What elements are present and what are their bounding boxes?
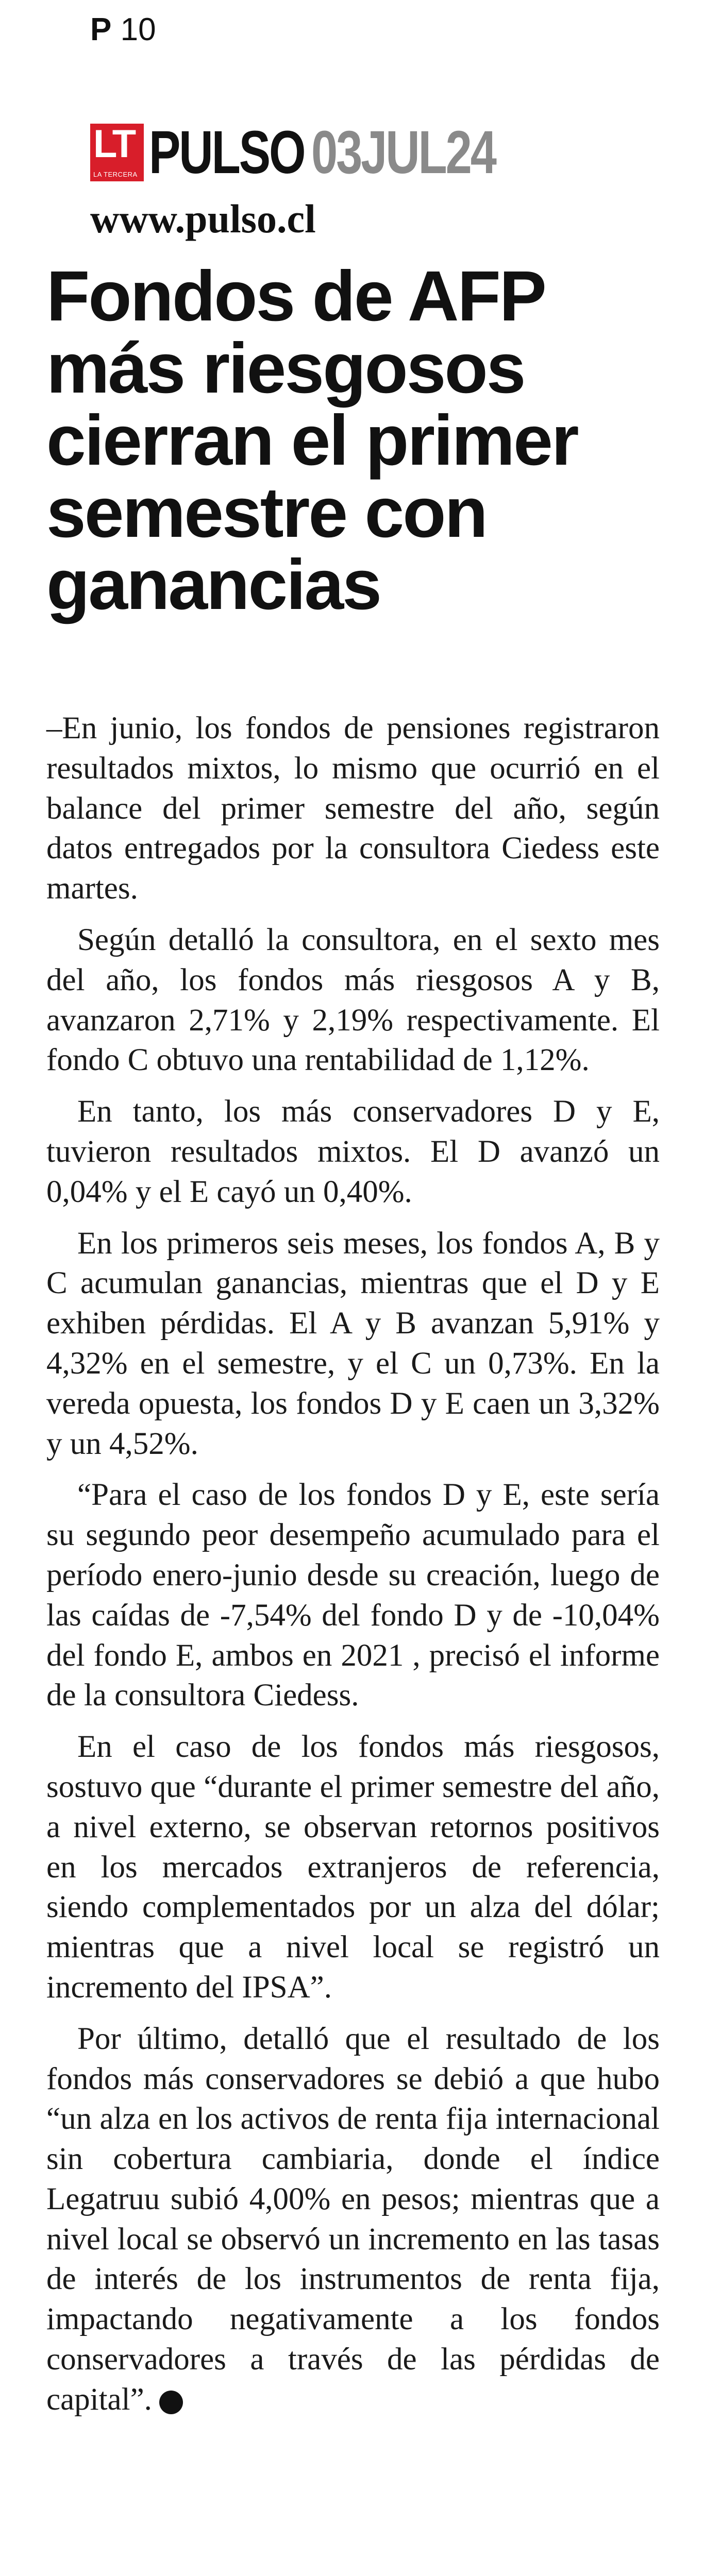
paragraph: –En junio, los fondos de pensiones registraron resultados mixtos, lo mismo que ocurrió en el balance del primer semestre del año, según datos entregados por la consultora Ciedess este martes. — [46, 711, 660, 906]
paragraph: En el caso de los fondos más riesgosos, sostuvo que “durante el primer semestre del año, a nivel externo, se observan retornos positivos en los mercados extranjeros de referencia, siendo complementados por un alza del dólar; mientras que a nivel local se registró un incremento del IPSA”. — [46, 1730, 660, 2005]
paragraph: “Para el caso de los fondos D y E, este sería su segundo peor desempeño acumulado para el período enero-junio desde su creación, luego de las caídas de -7,54% del fondo D y de -10,04% del fondo E, ambos en 2021 , precisó el informe de la consultora Ciedess. — [46, 1478, 660, 1713]
page-number — [90, 11, 156, 48]
paragraph: Según detalló la consultora, en el sexto mes del año, los fondos más riesgosos A y B, avanzaron 2,71% y 2,19% respectivamente. El fondo C obtuvo una rentabilidad de 1,12%. — [46, 922, 660, 1078]
la-tercera-logo — [90, 124, 144, 181]
article-headline: Fondos de AFP más riesgosos cierran el primer semestre con ganancias — [46, 257, 578, 624]
page-number-value: 10 — [120, 12, 156, 47]
last-paragraph-text: Por último, detalló que el resultado de los fondos más conservadores se debió a que hubo “un alza en los activos de renta fija internacional sin cobertura cambiaria, donde el índice Legatruu subió 4,00% en pesos; mientras que a nivel local se observó un incremento en las tasas de interés de los instrumentos de renta fija, impactando negativamente a los fondos conservadores a través de las pérdidas de capital”. — [46, 2021, 660, 2417]
logo-text: LT — [93, 122, 135, 166]
edition-date: 03JUL24 — [311, 118, 495, 187]
end-mark-icon: P — [159, 2391, 183, 2414]
masthead — [90, 118, 547, 187]
paragraph — [46, 2019, 660, 2420]
paragraph: En tanto, los más conservadores D y E, tuvieron resultados mixtos. El D avanzó un 0,04% y el E cayó un 0,40%. — [46, 1094, 660, 1209]
brand-name: PULSO — [149, 118, 305, 187]
paragraph: En los primeros seis meses, los fondos A, B y C acumulan ganancias, mientras que el D y E exhiben pérdidas. El A y B avanzan 5,91% y 4,32% en el semestre, y el C un 0,73%. En la vereda opuesta, los fondos D y E caen un 3,32% y un 4,52%. — [46, 1226, 660, 1461]
article-body — [46, 708, 660, 2431]
page-label: P — [90, 12, 112, 47]
website-url: www.pulso.cl — [90, 196, 316, 241]
logo-subtext: LA TERCERA — [93, 171, 138, 178]
